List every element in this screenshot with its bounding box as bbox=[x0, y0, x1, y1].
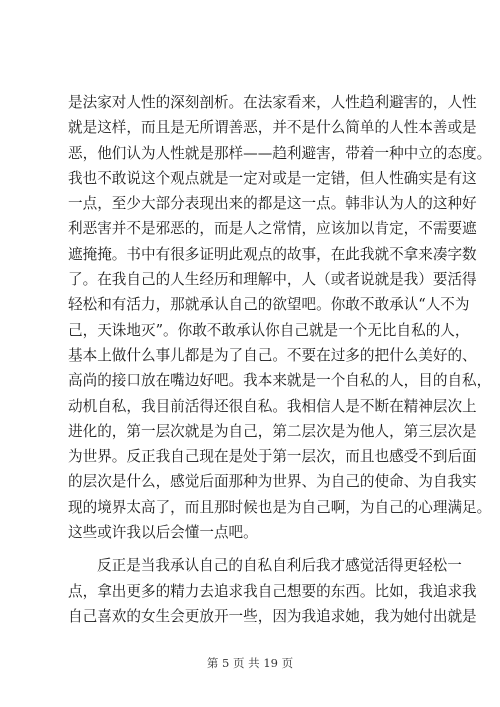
text-line: 了。在我自己的人生经历和理解中，人（或者说就是我）要活得 bbox=[68, 271, 477, 289]
paragraph-1 bbox=[68, 90, 492, 545]
text-line: 高尚的接口放在嘴边好吧。我本来就是一个自私的人，目的自私， bbox=[68, 372, 492, 390]
text-line: 恶，他们认为人性就是那样——趋利避害，带着一种中立的态度。 bbox=[68, 144, 492, 162]
text-line: 的层次是什么，感觉后面那种为世界、为自己的使命、为自我实 bbox=[68, 473, 477, 491]
page-footer bbox=[0, 655, 500, 671]
text-line: 这些或许我以后会懂一点吧。 bbox=[68, 524, 258, 542]
text-line: 轻松和有活力，那就承认自己的欲望吧。你敢不敢承认“人不为 bbox=[68, 296, 470, 314]
paragraph-2 bbox=[68, 553, 477, 629]
text-line: 自己喜欢的女生会更放开一些，因为我追求她，我为她付出就是 bbox=[68, 607, 477, 625]
text-line: 点，拿出更多的精力去追求我自己想要的东西。比如，我追求我 bbox=[68, 582, 477, 600]
text-line: 己，天诛地灭”。你敢不敢承认你自己就是一个无比自私的人， bbox=[68, 321, 470, 339]
text-line: 是法家对人性的深刻剖析。在法家看来，人性趋利避害的，人性 bbox=[68, 94, 477, 111]
text-line: 基本上做什么事儿都是为了自己。不要在过多的把什么美好的、 bbox=[68, 346, 477, 364]
text-line: 现的境界太高了，而且那时候也是为自己啊，为自己的心理满足。 bbox=[68, 498, 492, 516]
text-line: 遮掩掩。书中有很多证明此观点的故事，在此我就不拿来凑字数 bbox=[68, 245, 477, 263]
text-line: 利恶害并不是邪恶的，而是人之常情，应该加以肯定，不需要遮 bbox=[68, 220, 477, 238]
paragraph-gap bbox=[68, 545, 432, 553]
body-text bbox=[68, 90, 492, 629]
text-line: 进化的，第一层次就是为自己，第二层次是为他人，第三层次是 bbox=[68, 422, 477, 440]
text-line: 为世界。反正我自己现在是处于第一层次，而且也感受不到后面 bbox=[68, 448, 477, 466]
page-number: 第 5 页 共 19 页 bbox=[206, 656, 294, 670]
text-line: 反正是当我承认自己的自私自利后我才感觉活得更轻松一 bbox=[97, 557, 462, 575]
text-line: 就是这样，而且是无所谓善恶，并不是什么简单的人性本善或是 bbox=[68, 119, 477, 137]
text-line: 动机自私，我目前活得还很自私。我相信人是不断在精神层次上 bbox=[68, 397, 477, 415]
text-line: 一点，至少大部分表现出来的都是这一点。韩非认为人的这种好 bbox=[68, 195, 477, 213]
text-line: 我也不敢说这个观点就是一定对或是一定错，但人性确实是有这 bbox=[68, 169, 477, 187]
